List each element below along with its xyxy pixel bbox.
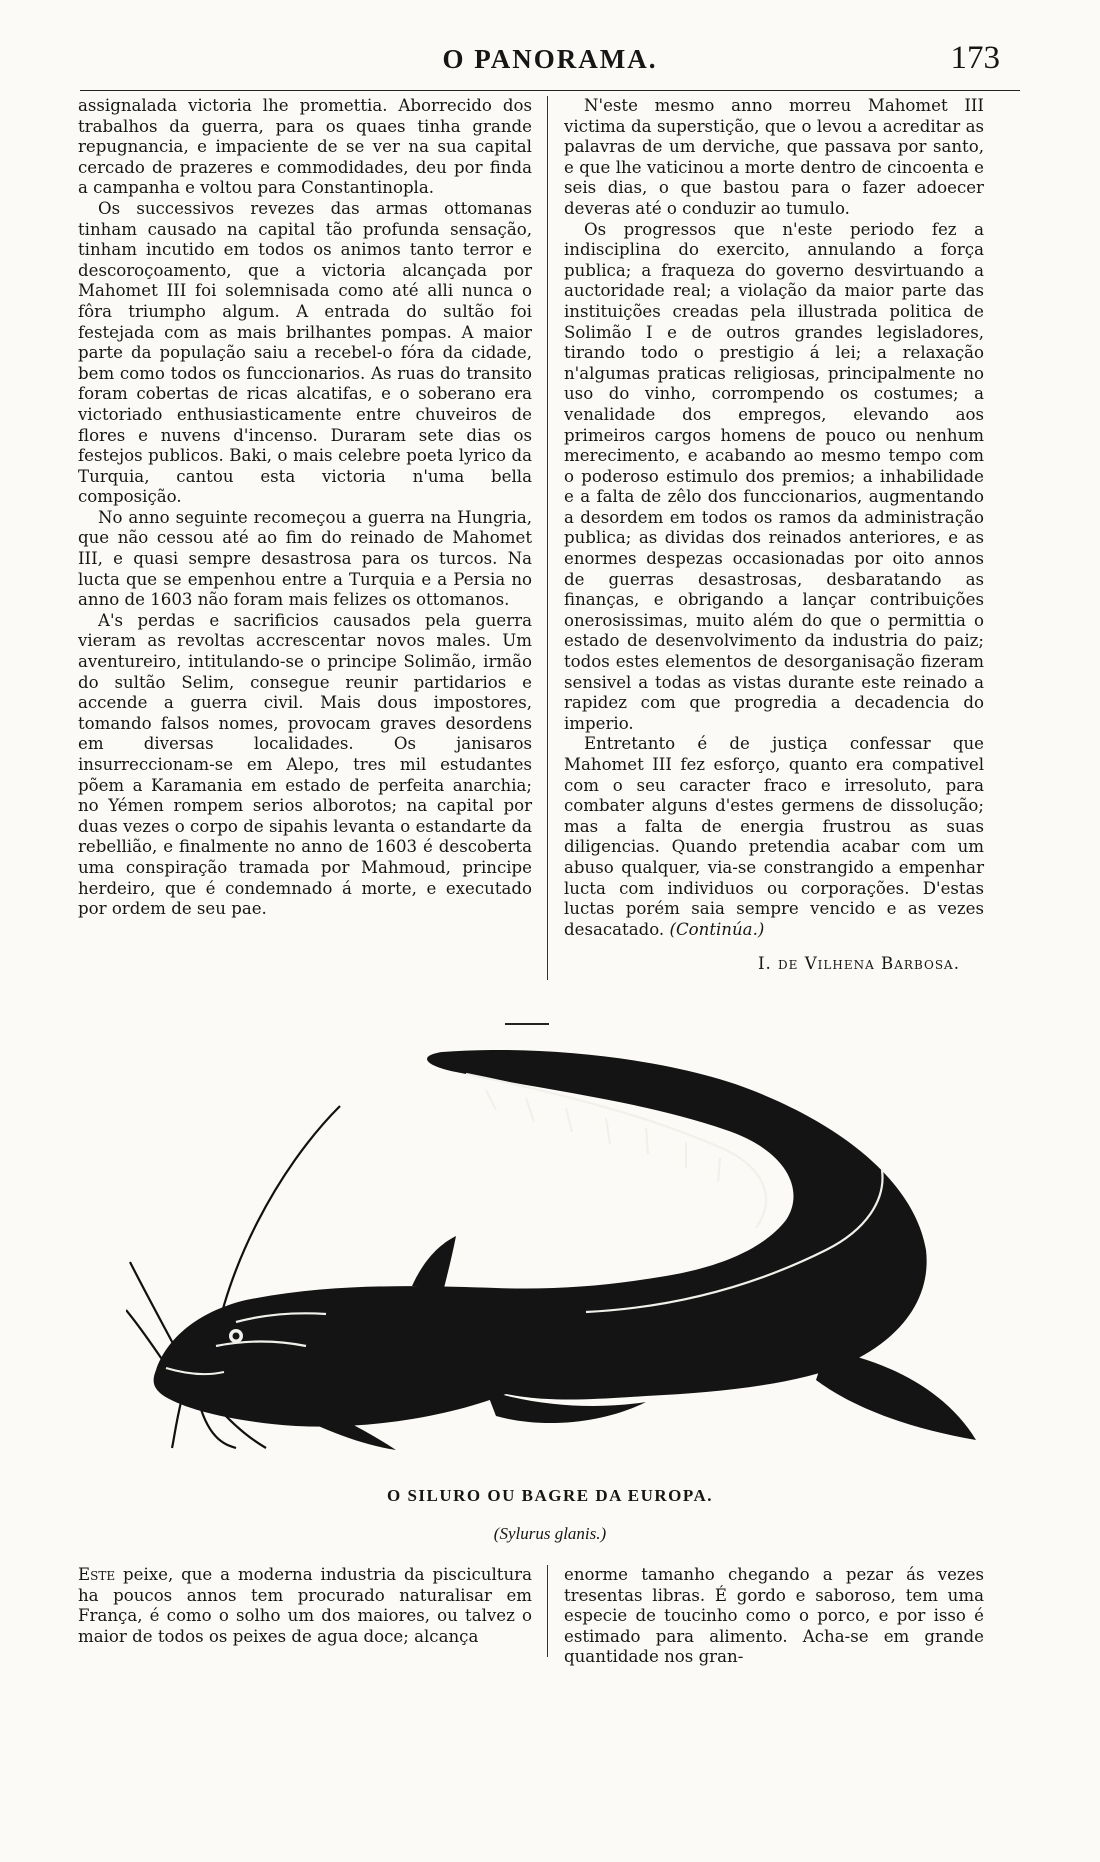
page-header <box>80 40 1020 84</box>
paragraph: Os successivos revezes das armas ottomanas tinham causado na capital tão profunda sensação, tinham incutido em todos os animos tanto terror e descoroçoamento, que a victoria alcançada por Mahomet III foi solemnisada como até alli nunca o fôra triumpho algum. A entrada do sultão foi festejada com as mais brilhantes pompas. A maior parte da população saiu a recebel-o fóra da cidade, bem como todos os funccionarios. As ruas do transito foram cobertas de ricas alcatifas, e o soberano era victoriado enthusiasticamente entre chuveiros de flores e nuvens d'incenso. Duraram sete dias os festejos publicos. Baki, o mais celebre poeta lyrico da Turquia, cantou esta victoria n'uma bella composição. <box>78 198 532 507</box>
figure-caption: O SILURO OU BAGRE DA EUROPA. <box>387 1486 713 1505</box>
header-rule <box>80 90 1020 91</box>
article-column-right <box>564 96 984 975</box>
dropword: Este <box>78 1565 116 1584</box>
figure-subcaption: (Sylurus glanis.) <box>493 1524 607 1543</box>
article-column-left <box>78 96 532 920</box>
journal-title: O PANORAMA. <box>442 44 658 74</box>
paragraph: N'este mesmo anno morreu Mahomet III victima da superstição, que o levou a acreditar as palavras de um derviche, que passava por santo, e que lhe vaticinou a morte dentro de cincoenta e seis dias, o que bastou para o fazer adoecer deveras até o conduzir ao tumulo. <box>564 96 984 218</box>
fish-article-column-left <box>78 1565 532 1647</box>
column-divider <box>547 96 548 980</box>
continua-note: (Continúa.) <box>669 919 765 939</box>
catfish-body <box>154 1050 927 1427</box>
paragraph: Os progressos que n'este periodo fez a indisciplina do exercito, annulando a força publica; a fraqueza do governo desvirtuando a auctoridade real; a violação da maior parte das instituições creadas pela illustrada politica de Solimão I e de outros grandes legisladores, tirando todo o prestigio á lei; a relaxação n'algumas praticas religiosas, principalmente no uso do vinho, corrompendo os costumes; a venalidade dos empregos, elevando aos primeiros cargos homens de pouco ou nenhum merecimento, e acabando ao mesmo tempo com o poderoso estimulo dos premios; a inhabilidade e a falta de zêlo dos funccionarios, augmentando a desordem em todos os ramos da administração publica; as dividas dos reinados anteriores, e as enormes despezas occasionadas por oito annos de guerras desastrosas, desbaratando as finanças, e obrigando a lançar contribuições onerosissimas, muito além do que o permittia o estado de desenvolvimento da industria do paiz; todos estes elementos de desorganisação fizeram sensivel a todas as vistas durante este reinado a rapidez com que progredia a decadencia do imperio. <box>564 219 984 733</box>
catfish-illustration <box>126 1050 1006 1450</box>
column-divider <box>547 1565 548 1657</box>
paragraph-text: Entretanto é de justiça confessar que Mahomet III fez esforço, quanto era compativel com o seu caracter fraco e irresoluto, para combater alguns d'estes germens de dissolução; mas a falta de energia frustrou as suas diligencias. Quando pretendia acabar com um abuso qualquer, via-se constrangido a empenhar lucta com individuos ou corporações. D'estas luctas porém saia sempre vencido e as vezes desacatado. <box>564 734 984 939</box>
paragraph: assignalada victoria lhe promettia. Aborrecido dos trabalhos da guerra, para os quaes tinha grande repugnancia, e impaciente de se ver na sua capital cercado de prazeres e commodidades, deu por finda a campanha e voltou para Constantinopla. <box>78 96 532 198</box>
paragraph: A's perdas e sacrificios causados pela guerra vieram as revoltas accrescentar novos males. Um aventureiro, intitulando-se o principe Solimão, irmão do sultão Selim, consegue reunir partidarios e accende a guerra civil. Mais dous impostores, tomando falsos nomes, provocam graves desordens em diversas localidades. Os janisaros insurreccionam-se em Alepo, tres mil estudantes põem a Karamania em estado de perfeita anarchia; no Yémen rompem serios alborotos; na capital por duas vezes o corpo de sipahis levanta o estandarte da rebellião, e finalmente no anno de 1603 é descoberta uma conspiração tramada por Mahmoud, principe herdeiro, que é condemnado á morte, e executado por ordem de seu pae. <box>78 610 532 919</box>
catfish-tail <box>816 1350 976 1440</box>
paragraph <box>564 734 984 940</box>
paragraph: No anno seguinte recomeçou a guerra na Hungria, que não cessou até ao fim do reinado de Mahomet III, e quasi sempre desastrosa para os turcos. Na lucta que se empenhou entre a Turquia e a Persia no anno de 1603 não foram mais felizes os ottomanos. <box>78 507 532 610</box>
page-number: 173 <box>950 40 1000 76</box>
fish-article-column-right: enorme tamanho chegando a pezar ás vezes tresentas libras. É gordo e saboroso, tem uma especie de toucinho como o porco, e por isso é estimado para alimento. Acha-se em grande quantidade nos gran- <box>564 1565 984 1667</box>
paragraph-text: peixe, que a moderna industria da piscicultura ha poucos annos tem procurado naturalisar em França, é como o solho um dos maiores, ou talvez o maior de todos os peixes de agua doce; alcança <box>78 1565 532 1646</box>
section-divider <box>505 1023 549 1025</box>
author-signature: I. de Vilhena Barbosa. <box>757 954 960 974</box>
catfish-dorsal-fin <box>412 1236 456 1288</box>
